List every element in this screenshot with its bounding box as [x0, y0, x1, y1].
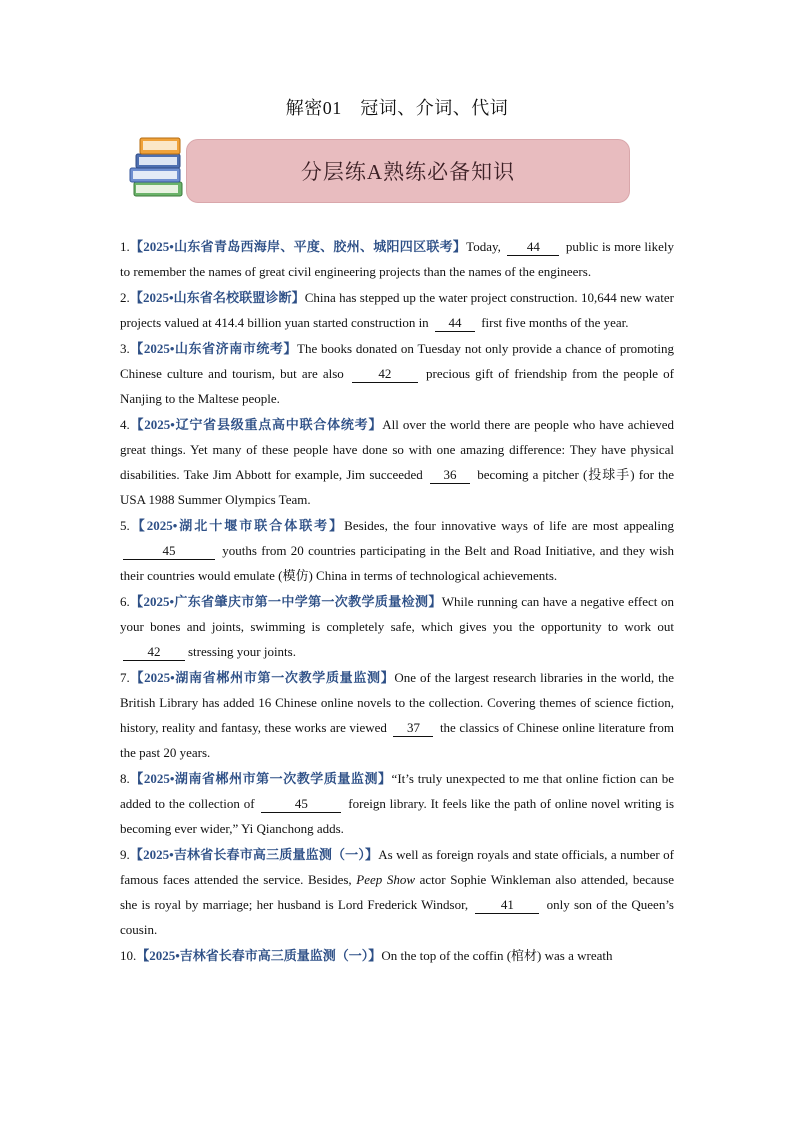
answer-blank: 42: [123, 644, 185, 661]
answer-blank: 36: [430, 467, 470, 484]
question-source: 【2025•广东省肇庆市第一中学第一次教学质量检测】: [129, 594, 442, 609]
question-text: precious gift of friendship from the people of Nanjing to the Maltese people.: [120, 366, 675, 406]
question-number: 4.: [120, 417, 130, 432]
question-text: Today,: [466, 239, 505, 254]
question-text: only son of the Queen’s cousin.: [120, 897, 674, 937]
question-item: [120, 285, 674, 335]
question-text: China has stepped up the water project construction. 10,644 new water projects valued at 414.4 billion yuan started construction in: [120, 290, 674, 330]
question-text: “It’s truly unexpected to me that online fiction can be added to the collection of: [120, 771, 674, 811]
question-text: All over the world there are people who have achieved great things. Yet many of these people have done so with one amazing difference: They have physical disabilities. Take Jim Abbott for example, Jim succeeded: [120, 417, 674, 482]
question-text: becoming a pitcher (投球手) for the USA 1988 Summer Olympics Team.: [120, 467, 674, 507]
answer-blank: 45: [123, 543, 215, 560]
question-text: Besides, the four innovative ways of life are most appealing: [344, 518, 674, 533]
question-number: 5.: [120, 518, 130, 533]
question-number: 7.: [120, 670, 130, 685]
question-text: The books donated on Tuesday not only provide a chance of promoting Chinese culture and tourism, but are also: [120, 341, 674, 381]
question-text: On the top of the coffin (棺材) was a wreath: [381, 948, 613, 963]
question-number: 1.: [120, 239, 130, 254]
question-text: public is more likely to remember the names of great civil engineering projects than the names of the engineers.: [120, 239, 674, 279]
question-item: [120, 842, 674, 942]
answer-blank: 44: [435, 315, 475, 332]
banner-text: 分层练A熟练必备知识: [300, 160, 516, 184]
question-item: [120, 336, 674, 411]
question-item: [120, 234, 674, 284]
question-text: first five months of the year.: [477, 315, 629, 330]
question-text: youths from 20 countries participating in the Belt and Road Initiative, and they wish their countries would emulate (模仿) China in terms of technological achievements.: [120, 543, 674, 583]
question-source: 【2025•吉林省长春市高三质量监测（一）】: [129, 847, 379, 862]
question-number: 9.: [120, 847, 130, 862]
question-number: 6.: [120, 594, 130, 609]
question-text: stressing your joints.: [188, 644, 296, 659]
question-text: As well as foreign royals and state officials, a number of famous faces attended the service. Besides,: [120, 847, 674, 887]
question-item: [120, 412, 674, 512]
question-item: [120, 665, 674, 765]
answer-blank: 42: [352, 366, 418, 383]
page-title: 解密01 冠词、介词、代词: [285, 98, 509, 118]
question-item: [120, 513, 674, 588]
answer-blank: 45: [261, 796, 341, 813]
question-text: One of the largest research libraries in the world, the British Library has added 16 Chinese online novels to the collection. Covering themes of science fiction, history, reality and fantasy, these works are viewed: [120, 670, 674, 735]
question-number: 10.: [120, 948, 137, 963]
question-text: foreign library. It feels like the path of online novel writing is becoming ever wider,” Yi Qianchong adds.: [120, 796, 674, 836]
question-item: [120, 943, 674, 968]
question-text: the classics of Chinese online literature from the past 20 years.: [120, 720, 675, 760]
question-source: 【2025•湖南省郴州市第一次教学质量监测】: [129, 771, 392, 786]
question-source: 【2025•辽宁省县级重点高中联合体统考】: [129, 417, 383, 432]
question-item: [120, 589, 674, 664]
question-item: [120, 766, 674, 841]
section-banner: [124, 134, 634, 208]
question-source: 【2025•山东省青岛西海岸、平度、胶州、城阳四区联考】: [129, 239, 467, 254]
question-source: 【2025•山东省济南市统考】: [129, 341, 298, 356]
answer-blank: 44: [507, 239, 559, 256]
question-text: While running can have a negative effect on your bones and joints, swimming is completely safe, which gives you the opportunity to work out: [120, 594, 675, 634]
books-stack-icon: [126, 134, 186, 206]
answer-blank: 41: [475, 897, 539, 914]
banner-box: [186, 139, 630, 203]
question-source: 【2025•湖南省郴州市第一次教学质量监测】: [129, 670, 395, 685]
show-title: Peep Show: [356, 872, 416, 887]
question-list: [120, 234, 674, 969]
answer-blank: 37: [393, 720, 433, 737]
question-text: actor Sophie Winkleman also attended, because she is royal by marriage; her husband is Lord Frederick Windsor,: [120, 872, 674, 912]
question-number: 2.: [120, 290, 130, 305]
question-source: 【2025•吉林省长春市高三质量监测（一）】: [136, 948, 382, 963]
question-number: 8.: [120, 771, 130, 786]
question-number: 3.: [120, 341, 130, 356]
question-source: 【2025•湖北十堰市联合体联考】: [129, 518, 345, 533]
question-source: 【2025•山东省名校联盟诊断】: [129, 290, 305, 305]
